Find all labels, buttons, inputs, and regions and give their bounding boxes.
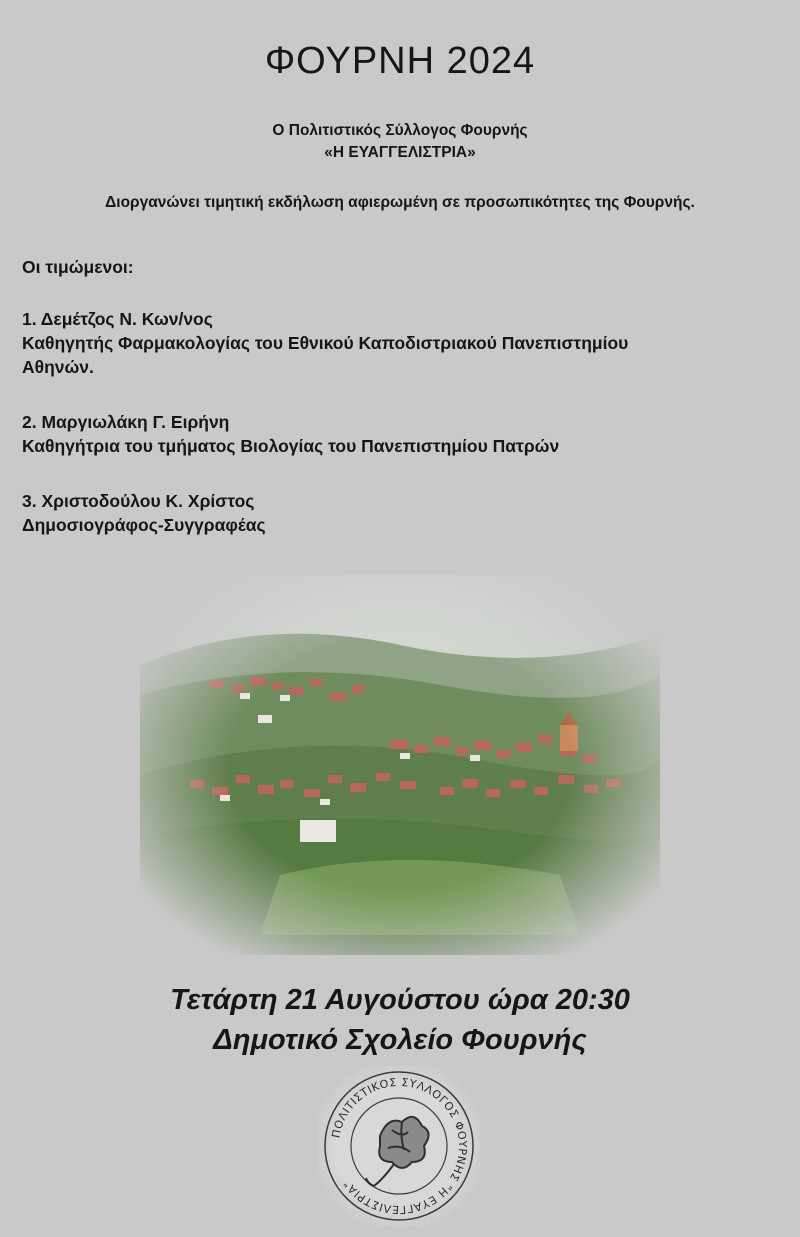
- honoree-name: 1. Δεμέτζος Ν. Κων/νος: [22, 309, 213, 329]
- village-photo: [140, 575, 660, 955]
- event-venue: Δημοτικό Σχολείο Φουρνής: [213, 1024, 587, 1056]
- event-datetime: Τετάρτη 21 Αυγούστου ώρα 20:30: [170, 984, 630, 1016]
- honoree-1: [22, 307, 792, 379]
- event-details: [0, 980, 800, 1060]
- honoree-role: Καθηγητής Φαρμακολογίας του Εθνικού Καποδιστριακού Πανεπιστημίου: [22, 333, 629, 353]
- event-description: Διοργανώνει τιμητική εκδήλωση αφιερωμένη σε προσωπικότητες της Φουρνής.: [105, 194, 695, 211]
- organizer-subtitle: «Η ΕΥΑΓΓΕΛΙΣΤΡΙΑ»: [324, 144, 476, 161]
- honoree-3: [22, 489, 792, 537]
- organizer-name: Ο Πολιτιστικός Σύλλογος Φουρνής: [272, 122, 528, 139]
- honoree-role: Δημοσιογράφος-Συγγραφέας: [22, 515, 266, 535]
- organizer-block: [0, 120, 800, 164]
- honorees-heading: Οι τιμώμενοι:: [22, 257, 134, 277]
- honoree-name: 3. Χριστοδούλου Κ. Χρίστος: [22, 491, 255, 511]
- poster-title: ΦΟΥΡΝΗ 2024: [264, 40, 536, 82]
- association-seal: [318, 1066, 480, 1226]
- honoree-role: Καθηγήτρια του τμήματος Βιολογίας του Πανεπιστημίου Πατρών: [22, 436, 560, 456]
- honoree-2: [22, 410, 792, 458]
- honoree-role-continued: Αθηνών.: [22, 357, 94, 377]
- seal-ring-text: ΠΟΛΙΤΙΣΤΙΚΟΣ ΣΥΛΛΟΓΟΣ ΦΟΥΡΝΗΣ "Η ΕΥΑΓΓΕΛΙΣΤΡΙΑ": [329, 1075, 470, 1217]
- honoree-name: 2. Μαργιωλάκη Γ. Ειρήνη: [22, 412, 230, 432]
